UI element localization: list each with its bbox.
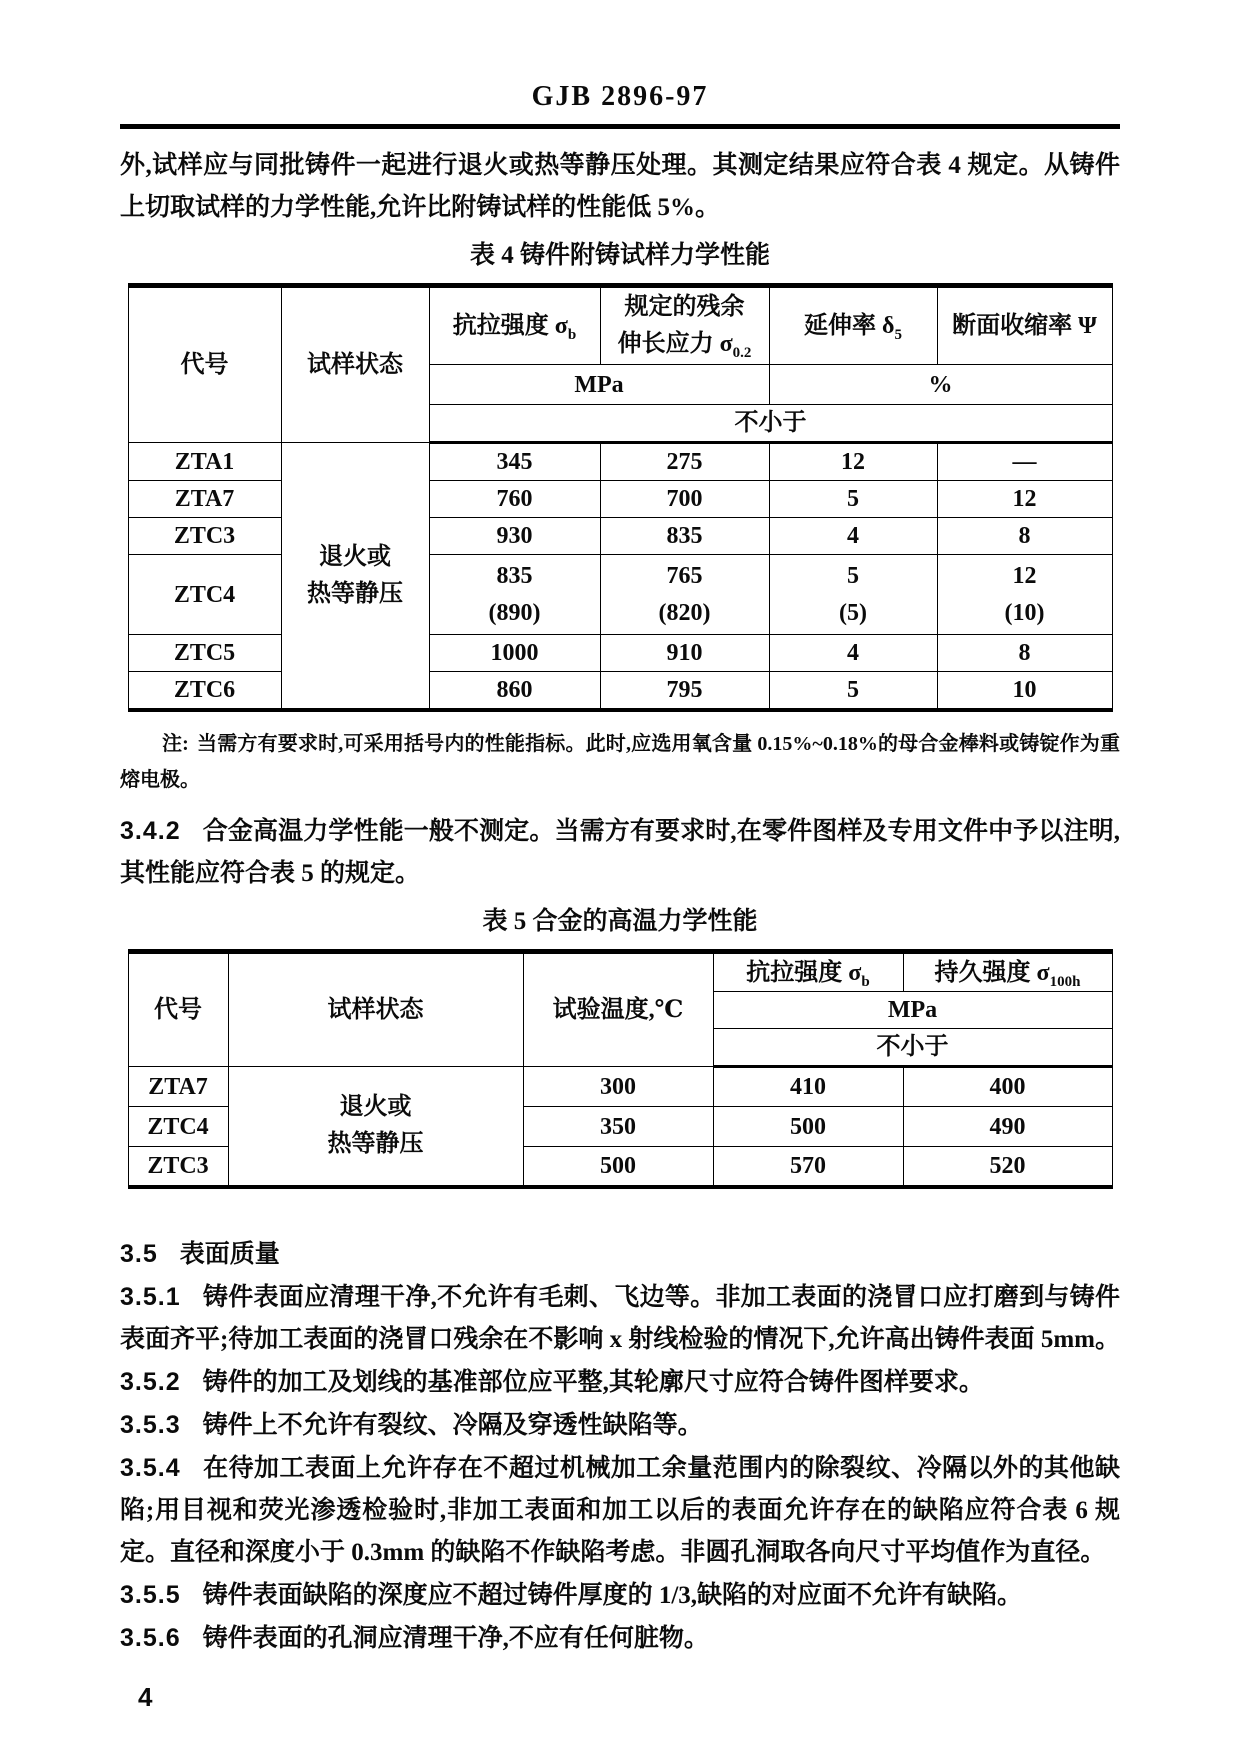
table-cell: 5 xyxy=(769,481,937,518)
table-cell: 760 xyxy=(429,481,600,518)
section-text: 合金高温力学性能一般不测定。当需方有要求时,在零件图样及专用文件中予以注明,其性能应符合表 5 的规定。 xyxy=(120,818,1120,887)
section-text: 铸件表面缺陷的深度应不超过铸件厚度的 1/3,缺陷的对应面不允许有缺陷。 xyxy=(202,1581,1023,1609)
table4-col-state: 试样状态 xyxy=(281,286,429,443)
table-cell: 500 xyxy=(713,1107,903,1147)
table-cell: 410 xyxy=(713,1067,903,1107)
section-text: 铸件上不允许有裂纹、冷隔及穿透性缺陷等。 xyxy=(202,1411,703,1439)
table4-title: 表 4 铸件附铸试样力学性能 xyxy=(469,242,770,269)
table-cell: 8 xyxy=(937,518,1112,555)
section-3-5-3 xyxy=(120,1404,1120,1447)
table-cell: 12 (10) xyxy=(937,555,1112,635)
section-number: 3.5.1 xyxy=(120,1282,181,1311)
table-row xyxy=(128,555,1112,635)
not-less-than-label: 不小于 xyxy=(429,405,1112,443)
tensile-subscript: b xyxy=(861,973,870,990)
intro-paragraph xyxy=(120,145,1120,229)
table-cell: — xyxy=(937,443,1112,481)
table-cell: 4 xyxy=(769,518,937,555)
residual-subscript: 0.2 xyxy=(732,344,752,361)
section-number: 3.5.5 xyxy=(120,1580,181,1609)
section-3-4-2 xyxy=(120,810,1120,895)
section-text: 铸件的加工及划线的基准部位应平整,其轮廓尺寸应符合铸件图样要求。 xyxy=(202,1368,984,1396)
table-cell: 500 xyxy=(523,1147,713,1187)
section-3-5-4 xyxy=(120,1447,1120,1574)
table-row xyxy=(128,481,1112,518)
table5-title: 表 5 合金的高温力学性能 xyxy=(482,908,758,935)
unit-mpa: MPa xyxy=(429,365,769,405)
table4-col-residual-stress: 规定的残余 伸长应力 $\sigma_{0.2}$ xyxy=(600,286,769,365)
section-3-5-heading xyxy=(120,1233,1120,1276)
alloy-code: ZTC5 xyxy=(128,635,281,672)
table-cell: 8 xyxy=(937,635,1112,672)
table4-cast-on-specimen-properties xyxy=(128,283,1113,712)
table-cell: 700 xyxy=(600,481,769,518)
table-row xyxy=(128,443,1112,481)
section-text: 铸件表面的孔洞应清理干净,不应有任何脏物。 xyxy=(202,1624,709,1652)
alloy-code: ZTA7 xyxy=(128,481,281,518)
section-3-5-2 xyxy=(120,1361,1120,1404)
alloy-code: ZTC4 xyxy=(128,555,281,635)
section-number: 3.5 xyxy=(120,1239,158,1268)
table-row xyxy=(128,672,1112,711)
elongation-subscript: 5 xyxy=(894,326,902,343)
table-row xyxy=(128,1067,1112,1107)
table-cell: 345 xyxy=(429,443,600,481)
table-row xyxy=(128,518,1112,555)
table-cell: 795 xyxy=(600,672,769,711)
table-cell: 765 (820) xyxy=(600,555,769,635)
table-cell: 520 xyxy=(903,1147,1112,1187)
table5-col-code: 代号 xyxy=(128,952,228,1067)
table-cell: 400 xyxy=(903,1067,1112,1107)
specimen-state-value: 退火或 热等静压 xyxy=(228,1067,523,1187)
section-3-5-5 xyxy=(120,1574,1120,1617)
table5-col-tensile: 抗拉强度 $\sigma_b$ xyxy=(713,952,903,992)
table-cell: 10 xyxy=(937,672,1112,711)
section-text: 铸件表面应清理干净,不允许有毛刺、飞边等。非加工表面的浇冒口应打磨到与铸件表面齐平;待加工表面的浇冒口残余在不影响 x 射线检验的情况下,允许高出铸件表面 5mm。 xyxy=(120,1283,1120,1353)
table5-high-temperature-properties xyxy=(128,949,1113,1189)
table5-col-state: 试样状态 xyxy=(228,952,523,1067)
table4-col-code: 代号 xyxy=(128,286,281,443)
table-cell: 570 xyxy=(713,1147,903,1187)
table-cell: 835 xyxy=(600,518,769,555)
section-text: 在待加工表面上允许存在不超过机械加工余量范围内的除裂纹、冷隔以外的其他缺陷;用目视和荧光渗透检验时,非加工表面和加工以后的表面允许存在的缺陷应符合表 6 规定。直径和深度小于 0.3mm 的缺陷不作缺陷考虑。非圆孔洞取各向尺寸平均值作为直径。 xyxy=(120,1454,1120,1566)
alloy-code: ZTA7 xyxy=(128,1067,228,1107)
alloy-code: ZTA1 xyxy=(128,443,281,481)
section-number: 3.5.4 xyxy=(120,1453,181,1482)
intro-text: 外,试样应与同批铸件一起进行退火或热等静压处理。其测定结果应符合表 4 规定。从铸件上切取试样的力学性能,允许比附铸试样的性能低 5%。 xyxy=(120,152,1120,221)
table4-col-elongation: 延伸率 $\delta_5$ xyxy=(769,286,937,365)
table-cell: 490 xyxy=(903,1107,1112,1147)
page-number: 4 xyxy=(138,1681,153,1712)
doc-number: GJB 2896-97 xyxy=(531,81,709,112)
table4-col-reduction: 断面收缩率 Ψ xyxy=(937,286,1112,365)
table-cell: 860 xyxy=(429,672,600,711)
section-3-5-6 xyxy=(120,1617,1120,1660)
table-cell: 835 (890) xyxy=(429,555,600,635)
table5-col-endurance: 持久强度 $\sigma_{100h}$ xyxy=(903,952,1112,992)
table-cell: 4 xyxy=(769,635,937,672)
table4-col-tensile: 抗拉强度 $\sigma_b$ xyxy=(429,286,600,365)
table-cell: 350 xyxy=(523,1107,713,1147)
alloy-code: ZTC6 xyxy=(128,672,281,711)
endurance-subscript: 100h xyxy=(1049,973,1081,990)
header-rule xyxy=(120,124,1120,129)
table4-header-row-1 xyxy=(128,286,1112,365)
section-number: 3.5.3 xyxy=(120,1410,181,1439)
note-label: 注: xyxy=(162,733,189,755)
section-title: 表面质量 xyxy=(179,1240,280,1268)
section-number: 3.4.2 xyxy=(120,817,181,845)
unit-mpa: MPa xyxy=(713,992,1112,1029)
table-row xyxy=(128,635,1112,672)
table-cell: 12 xyxy=(769,443,937,481)
section-number: 3.5.2 xyxy=(120,1367,181,1396)
section-number: 3.5.6 xyxy=(120,1623,181,1652)
table-cell: 275 xyxy=(600,443,769,481)
table-cell: 5 (5) xyxy=(769,555,937,635)
table-cell: 930 xyxy=(429,518,600,555)
not-less-than-label: 不小于 xyxy=(713,1029,1112,1067)
table-cell: 12 xyxy=(937,481,1112,518)
table-cell: 910 xyxy=(600,635,769,672)
alloy-code: ZTC4 xyxy=(128,1107,228,1147)
table5-col-temperature: 试验温度,℃ xyxy=(523,952,713,1067)
tensile-subscript: b xyxy=(567,326,577,343)
specimen-state-value: 退火或 热等静压 xyxy=(281,443,429,711)
alloy-code: ZTC3 xyxy=(128,1147,228,1187)
section-3-5-1 xyxy=(120,1276,1120,1361)
table4-note xyxy=(120,726,1120,798)
note-text: 当需方有要求时,可采用括号内的性能指标。此时,应选用氧含量 0.15%~0.18%的母合金棒料或铸锭作为重熔电极。 xyxy=(120,733,1120,791)
table5-header-row-1 xyxy=(128,952,1112,992)
table-cell: 300 xyxy=(523,1067,713,1107)
table-cell: 5 xyxy=(769,672,937,711)
alloy-code: ZTC3 xyxy=(128,518,281,555)
table-cell: 1000 xyxy=(429,635,600,672)
unit-percent: % xyxy=(769,365,1112,405)
